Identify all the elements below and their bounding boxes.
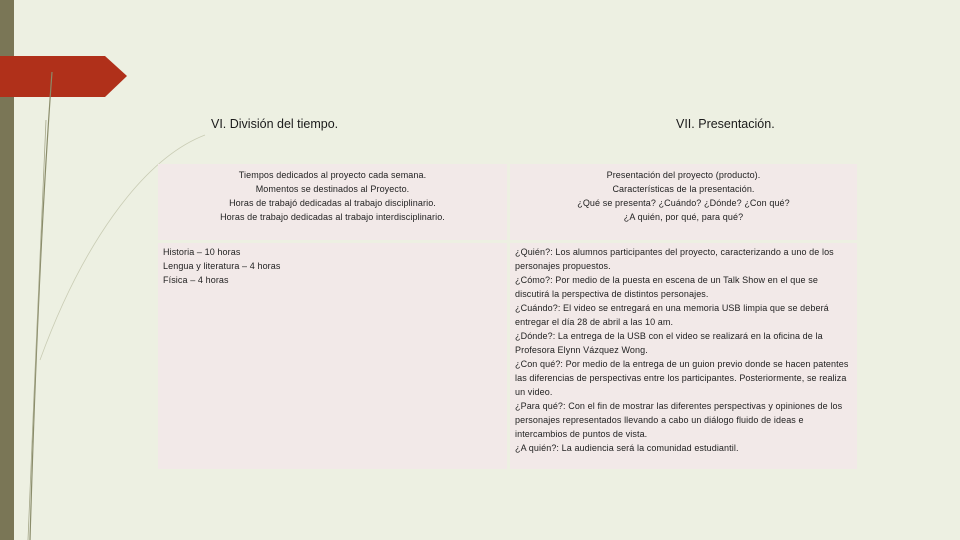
hours-item: Historia – 10 horas: [163, 247, 241, 257]
table-header-line: Horas de trabajó dedicadas al trabajo disciplinario.: [229, 198, 436, 208]
table-header-line: Horas de trabajo dedicadas al trabajo interdisciplinario.: [220, 212, 445, 222]
presentation-item-para-que: ¿Para qué?: Con el fin de mostrar las diferentes perspectivas y opiniones de los personajes representados llevando a cabo un diálogo fluido de ideas e intercambios de puntos de vista.: [515, 401, 843, 439]
hours-item: Física – 4 horas: [163, 275, 229, 285]
section-title-division-tiempo: VI. División del tiempo.: [211, 117, 339, 131]
presentation-item-como: ¿Cómo?: Por medio de la puesta en escena de un Talk Show en el que se discutirá la perspectiva de distintos personajes.: [515, 275, 818, 299]
presentation-item-con-que: ¿Con qué?: Por medio de la entrega de un guion previo donde se hacen patentes las diferencias de perspectivas entre los participantes. Posteriormente, se realiza un video.: [515, 359, 849, 397]
section-title-presentacion: VII. Presentación.: [676, 117, 775, 131]
table-body-presentacion: [510, 243, 857, 469]
table-header-line: Tiempos dedicados al proyecto cada semana.: [238, 170, 427, 180]
table-header-line: Momentos se destinados al Proyecto.: [255, 184, 410, 194]
presentation-item-cuando: ¿Cuándo?: El video se entregará en una memoria USB limpia que se deberá entregar el día 28 de abril a las 10 am.: [515, 303, 829, 327]
presentation-item-quien: ¿Quién?: Los alumnos participantes del proyecto, caracterizando a uno de los personajes propuestos.: [515, 247, 834, 271]
table-header-line: Presentación del proyecto (producto).: [606, 170, 761, 180]
table-header-line: Características de la presentación.: [612, 184, 755, 194]
presentation-item-a-quien: ¿A quién?: La audiencia será la comunidad estudiantil.: [515, 443, 739, 453]
table-header-line: ¿Qué se presenta? ¿Cuándo? ¿Dónde? ¿Con qué?: [577, 198, 790, 208]
table-header-line: ¿A quién, por qué, para qué?: [623, 212, 744, 222]
presentation-item-donde: ¿Dónde?: La entrega de la USB con el video se realizará en la oficina de la Profesora Elynn Vázquez Wong.: [515, 331, 823, 355]
table-header-tiempo: [158, 164, 507, 240]
accent-arrow-tab: [0, 56, 127, 97]
table-body-tiempo: [158, 243, 507, 469]
hours-item: Lengua y literatura – 4 horas: [163, 261, 281, 271]
table-header-presentacion: [510, 164, 857, 240]
